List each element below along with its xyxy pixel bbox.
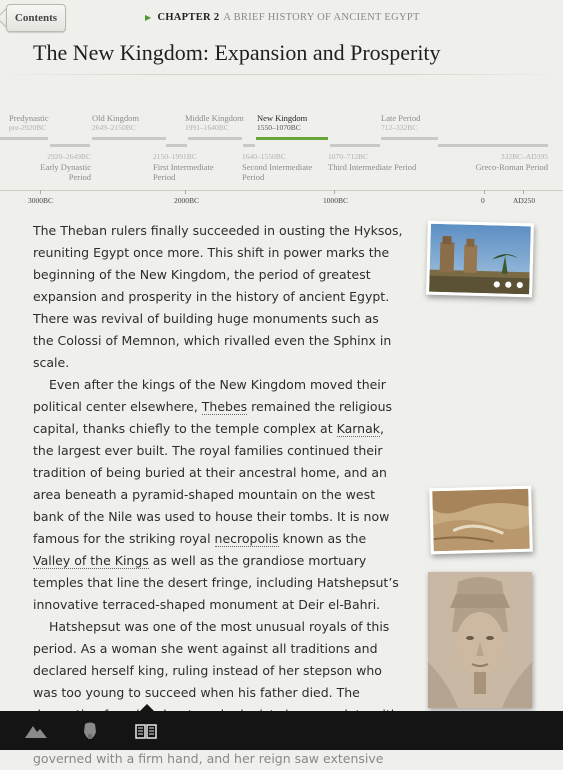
era-dates: 1991–1640BC [185, 123, 229, 132]
text-run: Hatshepsut was one of the most unusual royals of this period. As a woman she went against all traditions and declared herself king, ruling instead of her stepson who was too young to succeed when his father died. The [33, 619, 390, 700]
timeline-era-new-kingdom[interactable] [257, 113, 307, 133]
hatshepsut-statue-image [428, 572, 532, 708]
timeline-axis [0, 190, 563, 191]
timeline-era-first-intermediate[interactable] [153, 152, 214, 182]
timeline-era-middle-kingdom[interactable] [185, 113, 244, 133]
era-name: Greco-Roman Period [475, 162, 548, 172]
title-divider [0, 74, 563, 75]
era-bar [438, 144, 548, 147]
era-dates: 2150–1991BC [153, 152, 197, 161]
text-run: known as the [278, 531, 367, 546]
page-title: The New Kingdom: Expansion and Prosperity [33, 40, 441, 65]
chapter-heading [145, 12, 420, 23]
text-run: as well as the grandiose mortuary temples that line the desert fringe, including Hatshepsut’s innovative terraced-shaped monument at Deir el-Bahri. [33, 553, 399, 612]
era-name: Second Intermediate [242, 162, 313, 172]
timeline-era-predynastic[interactable] [9, 113, 49, 133]
axis-tick [484, 190, 485, 194]
era-dates: 1550–1070BC [257, 123, 301, 132]
era-bar [243, 144, 255, 147]
glossary-link-necropolis[interactable]: necropolis [214, 531, 279, 546]
glossary-link-valley-of-the-kings[interactable]: Valley of the Kings [33, 553, 149, 568]
era-name: Third Intermediate Period [328, 162, 417, 172]
axis-tick [523, 190, 524, 194]
axis-year-label: 0 [481, 196, 485, 205]
timeline-era-third-intermediate[interactable] [328, 152, 416, 172]
era-bar [381, 137, 438, 140]
timeline-era-greco-roman[interactable] [466, 152, 548, 172]
timeline-era-old-kingdom[interactable] [92, 113, 139, 133]
era-timeline [0, 98, 563, 208]
text-run: remained the religious capital, thanks chiefly to the temple complex at [33, 399, 393, 436]
top-bar [0, 0, 563, 36]
era-dates: 2649–2150BC [92, 123, 136, 132]
text-run: governed with a firm hand, and her reign saw extensive [33, 751, 384, 766]
era-bar [50, 144, 90, 147]
era-name: Middle Kingdom [185, 113, 244, 123]
axis-year-label: 1000BC [323, 196, 349, 205]
valley-of-kings-photo[interactable] [429, 486, 533, 555]
gallery-page-dots: ● ● ● [493, 279, 525, 290]
valley-of-the-kings-image [432, 489, 530, 551]
era-dates: pre-2920BC [9, 123, 47, 132]
article-body [33, 220, 403, 770]
text-run: Even after the kings of the New Kingdom moved their political center elsewhere, [33, 377, 386, 414]
era-dates: 1640–1550BC [242, 152, 286, 161]
era-dates: 712–332BC [381, 123, 418, 132]
era-name: New Kingdom [257, 113, 308, 123]
triangle-right-icon: ▶ [145, 13, 152, 22]
axis-tick [334, 190, 335, 194]
timeline-era-early-dynastic[interactable] [38, 152, 91, 182]
era-name: Old Kingdom [92, 113, 139, 123]
era-name: Predynastic [9, 113, 49, 123]
mountains-icon[interactable] [24, 721, 48, 741]
era-name: Period [242, 172, 265, 182]
text-run: , the largest ever built. The royal families continued their tradition of being buried at their ancestral home, and an area beneath a pyramid-shaped mountain on the west bank of the Nile was used to house their tombs. It is now famous for the striking royal [33, 421, 390, 546]
era-dates: 1070–712BC [328, 152, 369, 161]
axis-tick [185, 190, 186, 194]
era-bar [92, 137, 166, 140]
era-name: Period [68, 172, 91, 182]
axis-year-label: 2000BC [174, 196, 200, 205]
era-dates: 2920–2649BC [47, 152, 91, 161]
era-bar [166, 144, 187, 147]
era-bar [330, 144, 380, 147]
chapter-title: A BRIEF HISTORY OF ANCIENT EGYPT [223, 12, 420, 23]
era-name: Period [153, 172, 176, 182]
era-bar [188, 137, 242, 140]
colossi-photo-gallery[interactable] [426, 221, 534, 298]
chapter-number: CHAPTER 2 [157, 12, 220, 23]
glossary-link-karnak[interactable]: Karnak [336, 421, 380, 436]
book-icon[interactable] [134, 721, 158, 741]
paragraph: The Theban rulers finally succeeded in ousting the Hyksos, reuniting Egypt once more. This shift in power marks the beginning of the New Kingdom, the period of greatest expansion and prosperity in the history of ancient Egypt. There was revival of building huge monuments such as the Colossi of Memnon, which rivalled even the Sphinx in scale. [33, 223, 403, 370]
paragraph [33, 374, 403, 616]
era-name: Early Dynastic [40, 162, 91, 172]
hatshepsut-photo[interactable] [428, 572, 532, 708]
glossary-link-thebes[interactable]: Thebes [201, 399, 248, 414]
era-name: First Intermediate [153, 162, 214, 172]
timeline-era-second-intermediate[interactable] [242, 152, 312, 182]
timeline-era-late-period[interactable] [381, 113, 420, 133]
era-name: Late Period [381, 113, 421, 123]
contents-back-button[interactable]: Contents [6, 4, 66, 32]
axis-year-label: 3000BC [28, 196, 54, 205]
era-bar-active [256, 137, 328, 140]
axis-tick [40, 190, 41, 194]
pharaoh-head-icon[interactable] [78, 721, 102, 741]
axis-year-label: AD250 [513, 196, 536, 205]
era-bar [0, 137, 48, 140]
era-dates: 332BC–AD395 [500, 152, 548, 161]
